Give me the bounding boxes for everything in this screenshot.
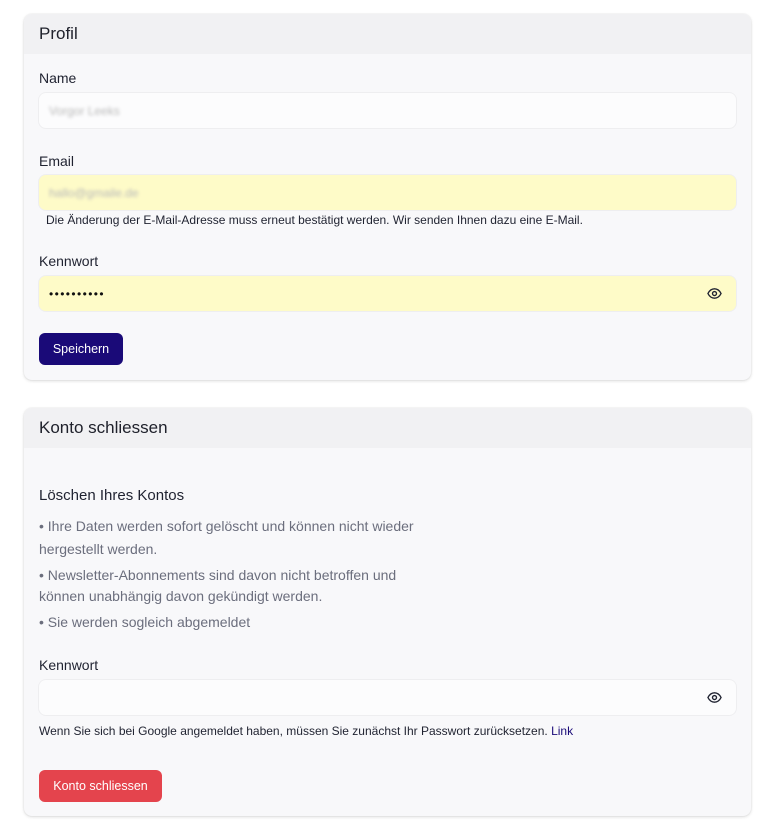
close-account-card	[24, 408, 751, 816]
reset-password-link[interactable]: Link	[551, 724, 574, 738]
delete-account-subtitle: Löschen Ihres Kontos	[39, 487, 185, 504]
close-account-button[interactable]: Konto schliessen	[39, 770, 162, 802]
profile-title: Profil	[39, 24, 78, 43]
bullet-3-line-1: • Sie werden sogleich abgemeldet	[39, 614, 251, 630]
email-hint: Die Änderung der E-Mail-Adresse muss erneut bestätigt werden. Wir senden Ihnen dazu eine E-Mail.	[46, 213, 583, 227]
name-value: Vorgor Leeks	[49, 103, 120, 118]
close-password-label: Kennwort	[39, 657, 99, 673]
eye-icon[interactable]	[707, 690, 722, 705]
bullet-2-line-1: • Newsletter-Abonnements sind davon nicht betroffen und	[39, 567, 397, 583]
name-field[interactable]	[39, 93, 736, 128]
bullet-1-line-2: hergestellt werden.	[39, 541, 158, 557]
name-label: Name	[39, 70, 77, 86]
close-account-card-header	[24, 408, 751, 448]
password-field[interactable]	[39, 276, 736, 311]
google-hint	[39, 724, 573, 738]
password-label: Kennwort	[39, 253, 99, 269]
email-field[interactable]	[39, 175, 736, 210]
close-password-field[interactable]	[39, 680, 736, 715]
bullet-1-line-1: • Ihre Daten werden sofort gelöscht und können nicht wieder	[39, 518, 414, 534]
bullet-2-line-2: können unabhängig davon gekündigt werden.	[39, 588, 323, 604]
save-button[interactable]: Speichern	[39, 333, 123, 365]
password-value: ••••••••••	[49, 286, 106, 301]
email-label: Email	[39, 153, 75, 169]
eye-icon[interactable]	[707, 286, 722, 301]
close-account-title: Konto schliessen	[39, 418, 168, 437]
google-hint-text: Wenn Sie sich bei Google angemeldet haben, müssen Sie zunächst Ihr Passwort zurücksetzen.	[39, 724, 548, 738]
profile-card-header	[24, 14, 751, 54]
email-value: hallo@gmaile.de	[49, 185, 139, 200]
profile-card	[24, 14, 751, 380]
